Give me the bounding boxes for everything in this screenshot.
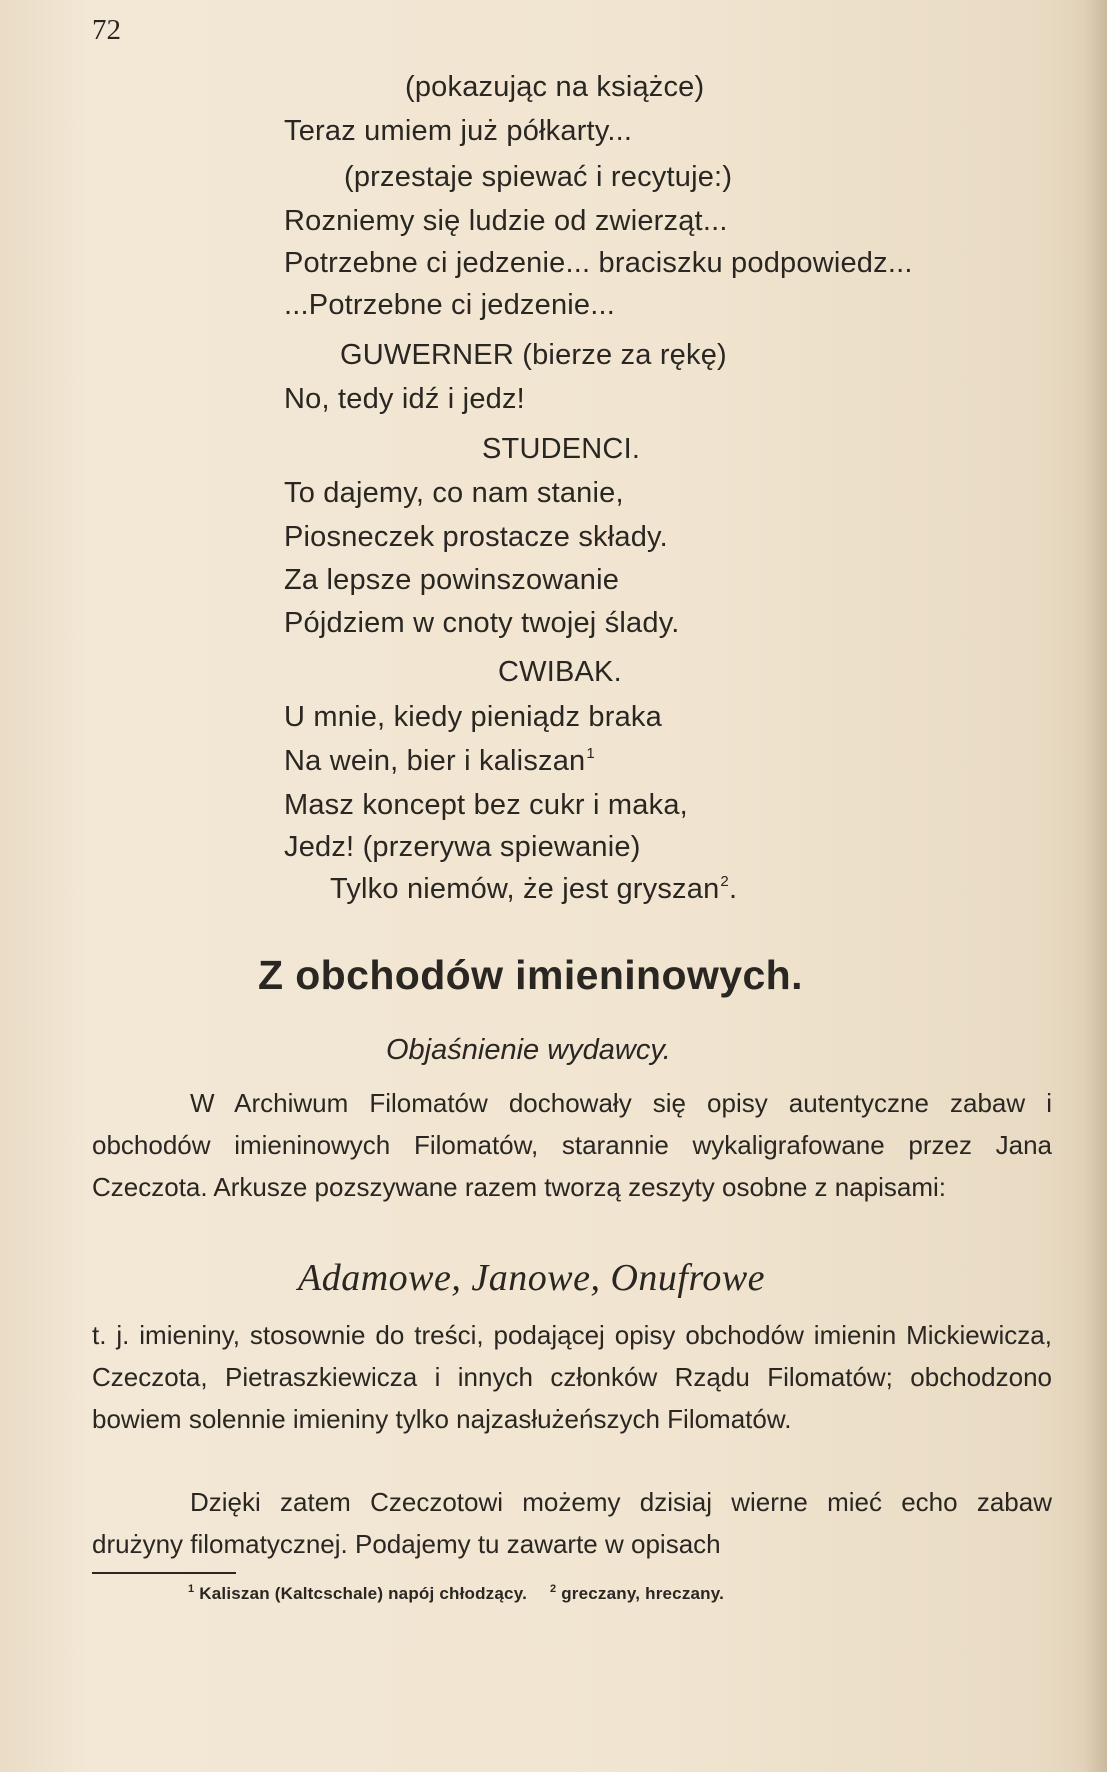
verse-line: Jedz! (przerywa spiewanie) xyxy=(284,831,641,863)
punctuation: . xyxy=(728,873,738,905)
verse-line: Rozniemy się ludzie od zwierząt... xyxy=(284,205,728,237)
verse-line: Pójdziem w cnoty twojej ślady. xyxy=(284,607,680,639)
verse-line: No, tedy idź i jedz! xyxy=(284,383,525,415)
footnote-separator xyxy=(92,1572,236,1574)
verse-text: Tylko niemów, że jest gryszan xyxy=(330,873,720,905)
footnote-reference: 2 xyxy=(720,873,729,890)
footnote-text: Kaliszan (Kaltcschale) napój chłodzący. xyxy=(199,1584,528,1603)
speaker-heading: CWIBAK. xyxy=(498,656,622,688)
verse-line xyxy=(284,746,595,776)
footnotes xyxy=(188,1584,724,1604)
stage-direction-line: (przestaje spiewać i recytuje:) xyxy=(344,161,733,193)
footnote-mark: 1 xyxy=(188,1583,195,1595)
verse-text: Na wein, bier i kaliszan xyxy=(284,745,586,777)
verse-line: Teraz umiem już półkarty... xyxy=(284,115,633,147)
verse-line: Potrzebne ci jedzenie... braciszku podpowiedz... xyxy=(284,247,913,279)
paragraph: W Archiwum Filomatów dochowały się opisy autentyczne zabaw i obchodów imieninowych Filomatów, starannie wykaligrafowane przez Jana Czeczota. Arkusze pozszywane razem tworzą zeszyty osobne z napisami: xyxy=(92,1088,1052,1202)
verse-line: ...Potrzebne ci jedzenie... xyxy=(284,289,616,321)
section-heading: Z obchodów imieninowych. xyxy=(258,952,803,998)
speaker-heading: STUDENCI. xyxy=(482,433,641,465)
page-edge-shadow xyxy=(1083,0,1107,1772)
footnote-mark: 2 xyxy=(549,1583,557,1595)
paragraph: Dzięki zatem Czeczotowi możemy dzisiaj wierne mieć echo zabaw drużyny filomatycznej. Podajemy tu zawarte w opisach xyxy=(92,1487,1052,1559)
paragraph: t. j. imieniny, stosownie do treści, podającej opisy obchodów imienin Mickiewicza, Czeczota, Pietraszkiewicza i innych członków Rządu Filomatów; obchodzono bowiem solennie imieniny tylko najzasłużeńszych Filomatów. xyxy=(92,1320,1052,1434)
section-subheading: Objaśnienie wydawcy. xyxy=(386,1034,671,1066)
verse-line xyxy=(330,874,737,904)
speaker-line: GUWERNER (bierze za rękę) xyxy=(340,339,727,371)
verse-line: U mnie, kiedy pieniądz braka xyxy=(284,701,662,733)
verse-line: To dajemy, co nam stanie, xyxy=(284,477,624,509)
ornamental-title: Adamowe, Janowe, Onufrowe xyxy=(298,1257,766,1299)
footnote-reference: 1 xyxy=(586,745,595,762)
stage-direction-line: (pokazując na książce) xyxy=(405,71,705,103)
verse-line: Masz koncept bez cukr i maka, xyxy=(284,789,688,821)
verse-line: Piosneczek prostacze składy. xyxy=(284,521,668,553)
verse-line: Za lepsze powinszowanie xyxy=(284,564,620,596)
footnote-text: greczany, hreczany. xyxy=(561,1584,725,1603)
page-number: 72 xyxy=(92,14,121,46)
